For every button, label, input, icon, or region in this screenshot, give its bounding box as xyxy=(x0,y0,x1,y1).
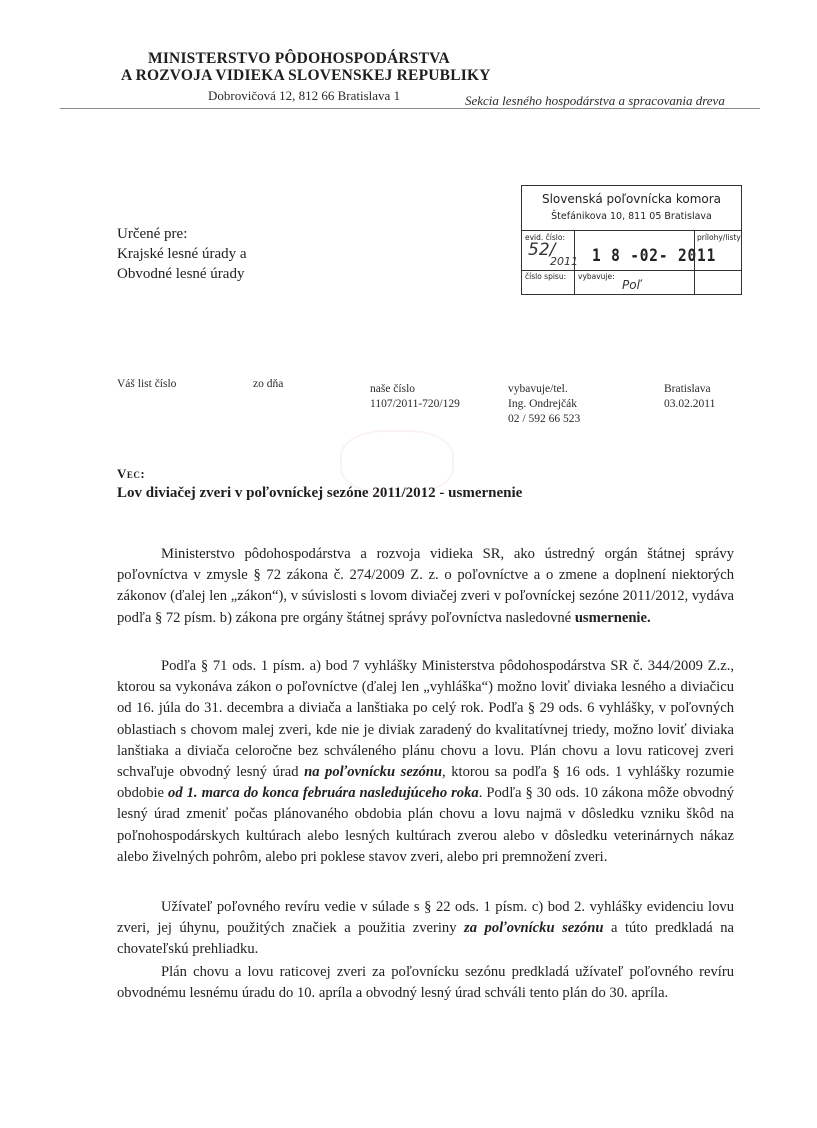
stamp-received-date: 1 8 -02- 2011 xyxy=(592,246,717,266)
stamp-organization: Slovenská poľovnícka komora xyxy=(541,192,722,206)
registry-stamp xyxy=(521,185,742,295)
letter-place: Bratislava xyxy=(664,383,711,395)
our-number-label: naše číslo xyxy=(370,383,416,395)
place-date-block xyxy=(664,382,715,412)
stamp-handler-label: vybavuje: xyxy=(578,272,615,281)
body-paragraph-1 xyxy=(117,544,734,629)
ministry-address: Dobrovičová 12, 812 66 Bratislava 1 xyxy=(208,88,401,103)
stamp-handler-signature: Poľ xyxy=(622,278,640,292)
paragraph-text: . Podľa § 30 ods. 10 zákona môže obvodný lesný úrad zmeniť počas plánovaného obdobia plán chovu a lovu najmä v dôsledku vzniku škôd na poľnohospodárskych kultúrach alebo lesných kultúrach zverou alebo v dôsledku veterinárnych nákaz alebo živelných pohrôm, alebo pri poklese stavov zveri, alebo pri premnožení zveri. xyxy=(117,785,734,865)
ministry-name-line2: A ROZVOJA VIDIEKA SLOVENSKEJ REPUBLIKY xyxy=(121,67,491,84)
recipient-line2: Obvodné lesné úrady xyxy=(117,266,245,282)
recipient-label: Určené pre: xyxy=(117,226,188,242)
paragraph-text: Užívateľ poľovného revíru vedie v súlade s § 22 ods. 1 písm. c) bod 2. vyhlášky evidenciu lovu zveri, jej úhynu, použitých značiek a použitia zveriny xyxy=(117,899,734,937)
emphasis-season: za poľovnícku sezónu xyxy=(464,920,604,937)
stamp-file-label: číslo spisu: xyxy=(525,272,567,281)
stamp-divider xyxy=(522,270,741,271)
recipient-line1: Krajské lesné úrady a xyxy=(117,246,247,262)
ministry-section: Sekcia lesného hospodárstva a spracovania dreva xyxy=(465,93,725,108)
emphasis-season-period: od 1. marca do konca februára nasledujúceho roka xyxy=(168,785,479,802)
paragraph-text: , ktorou sa podľa § 16 ods. 1 vyhlášky rozumie obdobie xyxy=(117,764,734,802)
paragraph-text: Podľa § 71 ods. 1 písm. a) bod 7 vyhlášky Ministerstva pôdohospodárstva SR č. 344/2009 Z.z., ktorou sa vykonáva zákon o poľovníctve (ďalej len „vyhláška“) možno loviť diviaka lesného a diviačicu od 16. júla do 31. decembra a diviača a lanštiaka po celý rok. Podľa § 29 ods. 6 vyhlášky, v poľovných oblastiach s chovom malej zveri, kde nie je diviak zaradený do kvalitatívnej triedy, možno loviť diviaka lanštiaka a diviača celoročne bez schváleného plánu chovu a lovu. Plán chovu a lovu raticovej zveri schvaľuje obvodný lesný úrad xyxy=(117,658,734,781)
body-paragraph-3 xyxy=(117,897,734,961)
our-number: 1107/2011-720/129 xyxy=(370,398,460,410)
emphasis-season: na poľovnícku sezónu xyxy=(304,764,443,781)
subject-title: Lov diviačej zveri v poľovníckej sezóne 2011/2012 - usmernenie xyxy=(117,485,523,501)
body-paragraph-2 xyxy=(117,656,734,868)
emphasis-usmernenie: usmernenie. xyxy=(574,609,651,626)
stamp-evid-label: evid. číslo: xyxy=(525,233,565,242)
recipient-block xyxy=(117,224,247,284)
paragraph-text: Plán chovu a lovu raticovej zveri za poľovnícku sezónu predkladá užívateľ poľovného revíru obvodnému lesnému úradu do 10. apríla a obvodný lesný úrad schváli tento plán do 30. apríla. xyxy=(117,964,734,1002)
handler-name: Ing. Ondrejčák xyxy=(508,398,577,410)
body-paragraph-4 xyxy=(117,962,734,1004)
stamp-evid-number: 52/ xyxy=(528,240,556,260)
letterhead-divider xyxy=(60,108,760,109)
letter-date: 03.02.2011 xyxy=(664,398,716,410)
handler-phone: 02 / 592 66 523 xyxy=(508,413,581,425)
paragraph-text: Ministerstvo pôdohospodárstva a rozvoja vidieka SR, ako ústredný orgán štátnej správy poľovníctva v zmysle § 72 zákona č. 274/2009 Z. z. o poľovníctve a o zmene a doplnení niektorých zákonov (ďalej len „zákon“), v súvislosti s lovom diviačej zveri v poľovníckej sezóne 2011/2012, vydáva podľa § 72 písm. b) zákona pre orgány štátnej správy poľovníctva nasledovné xyxy=(117,546,734,626)
paragraph-text: a túto predkladá na chovateľskú prehliadku. xyxy=(117,920,735,958)
subject-label: Vec: xyxy=(117,466,146,481)
stamp-attachments-label: prílohy/listy xyxy=(697,233,741,242)
handler-block xyxy=(508,382,580,427)
your-letter-label: Váš list číslo xyxy=(117,378,177,390)
stamp-evid-year: 2011 xyxy=(550,255,578,268)
stamp-address: Štefánikova 10, 811 05 Bratislava xyxy=(551,211,712,222)
handler-label: vybavuje/tel. xyxy=(508,383,568,395)
our-number-block xyxy=(370,382,460,412)
date-from-label: zo dňa xyxy=(253,378,284,390)
stamp-divider xyxy=(522,230,741,231)
ministry-name-line1: MINISTERSTVO PÔDOHOSPODÁRSTVA xyxy=(148,50,450,67)
